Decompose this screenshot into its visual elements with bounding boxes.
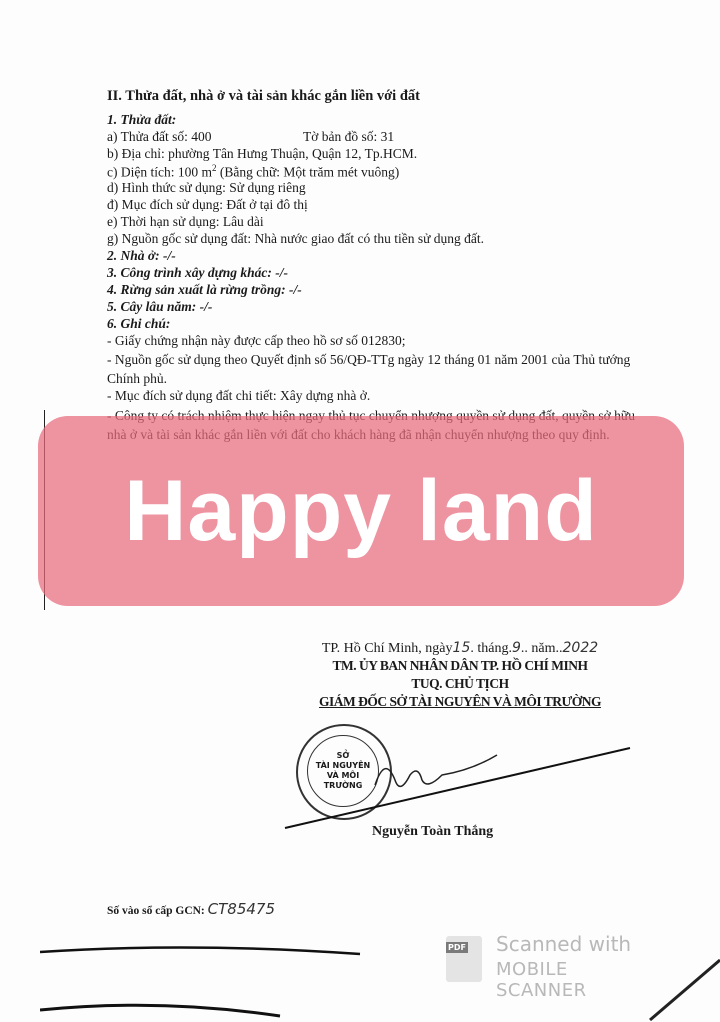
map-sheet-number: Tờ bản đồ số: 31 <box>303 129 395 144</box>
note-item: - Giấy chứng nhận này được cấp theo hồ sơ số 012830; <box>107 333 406 348</box>
issue-month: 9 <box>511 640 521 656</box>
area-in-words: (Bằng chữ: Một trăm mét vuông) <box>216 164 400 180</box>
registration-label: Số vào sổ cấp GCN: <box>107 905 205 917</box>
parcel-number-row <box>107 129 607 145</box>
section5-perennial-trees: 5. Cây lâu năm: -/- <box>107 299 213 314</box>
pdf-file-icon: PDF <box>446 936 482 982</box>
signer-title: GIÁM ĐỐC SỞ TÀI NGUYÊN VÀ MÔI TRƯỜNG <box>319 694 601 709</box>
land-origin: g) Nguồn gốc sử dụng đất: Nhà nước giao đất có thu tiền sử dụng đất. <box>107 231 485 246</box>
official-seal-icon: SỞ TÀI NGUYÊN VÀ MÔI TRƯỜNG <box>296 724 392 820</box>
area-value: c) Diện tích: 100 m <box>107 164 212 180</box>
scanner-text-line1: Scanned with <box>496 932 632 956</box>
scanner-watermark <box>440 932 660 1001</box>
issue-day: 15 <box>452 640 471 656</box>
usage-purpose: đ) Mục đích sử dụng: Đất ở tại đô thị <box>107 197 308 212</box>
note-item: - Nguồn gốc sử dụng theo Quyết định số 56/QĐ-TTg ngày 12 tháng 01 năm 2001 của Thủ tướng Chính phủ. <box>107 352 631 386</box>
section4-production-forest: 4. Rừng sản xuất là rừng trồng: -/- <box>107 282 302 297</box>
watermark-text: Happy land <box>124 462 598 559</box>
area-unit-superscript: 2 <box>211 163 217 173</box>
signer-name: Nguyễn Toàn Thắng <box>372 824 494 839</box>
authorization-line: TUQ. CHỦ TỊCH <box>411 676 509 691</box>
note-item: - Mục đích sử dụng đất chi tiết: Xây dựng nhà ở. <box>107 388 371 403</box>
authority-line: TM. ỦY BAN NHÂN DÂN TP. HỒ CHÍ MINH <box>332 658 588 673</box>
address: b) Địa chỉ: phường Tân Hưng Thuận, Quận 12, Tp.HCM. <box>107 146 418 161</box>
issue-year: 2022 <box>562 640 599 656</box>
section3-other-construction: 3. Công trình xây dựng khác: -/- <box>107 265 288 280</box>
parcel-number: a) Thửa đất số: 400 <box>107 129 212 144</box>
issue-date: TP. Hồ Chí Minh, ngày15. tháng.9.. năm..2022 <box>321 640 599 656</box>
section6-notes-title: 6. Ghi chú: <box>107 316 171 331</box>
signature-block <box>280 640 640 711</box>
registration-number-row <box>107 900 275 918</box>
registration-value: CT85475 <box>207 900 275 918</box>
usage-term: e) Thời hạn sử dụng: Lâu dài <box>107 214 264 229</box>
scanner-text-line2: MOBILE SCANNER <box>496 959 587 1001</box>
area-row <box>107 163 399 181</box>
section2-house: 2. Nhà ở: -/- <box>107 248 176 263</box>
usage-form: d) Hình thức sử dụng: Sử dụng riêng <box>107 180 306 195</box>
watermark-banner <box>38 416 684 606</box>
section-heading: II. Thửa đất, nhà ở và tài sản khác gắn liền với đất <box>107 88 420 104</box>
section1-title: 1. Thửa đất: <box>107 112 177 127</box>
